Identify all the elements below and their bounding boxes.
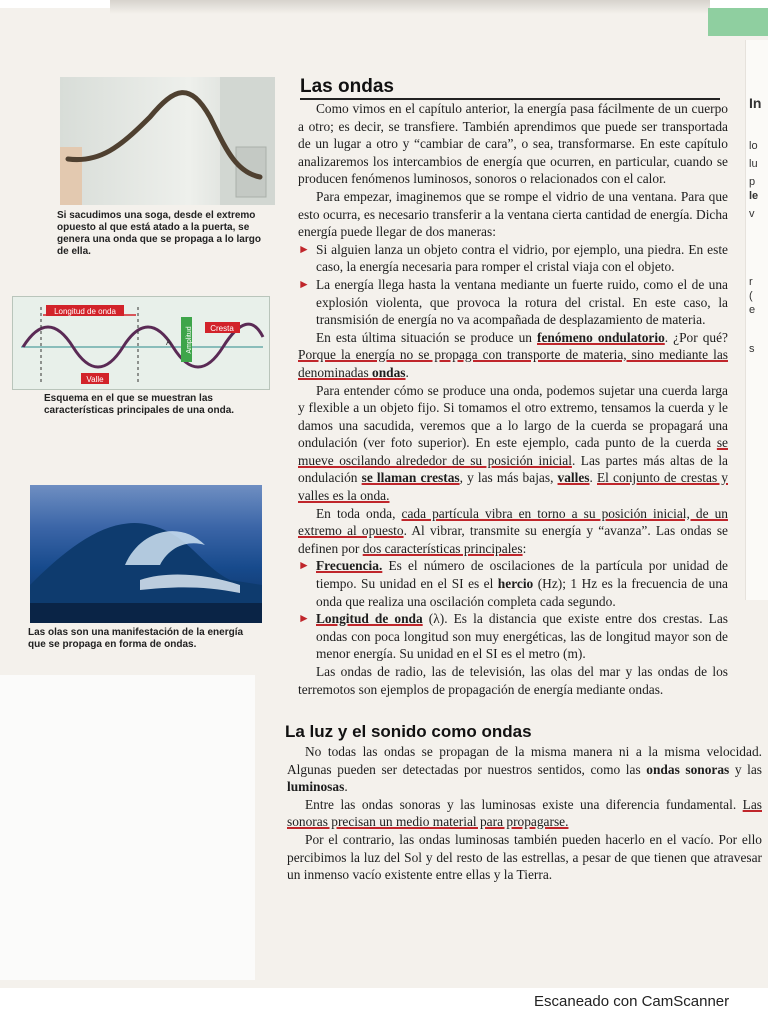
paragraph: Por el contrario, las ondas luminosas también pueden hacerlo en el vacío. Por ello percibimos la luz del Sol y del resto de las estrellas, a pesar de que tienen que atravesar un inmenso vacío existente entre ellas y la Tierra.: [287, 831, 762, 883]
strip-fragment: (: [749, 290, 753, 302]
underlined-text: El conjunto de crestas y valles es la onda.: [298, 470, 728, 504]
scanner-watermark: Escaneado con CamScanner: [534, 993, 730, 1010]
bullet-item: [298, 241, 728, 276]
strip-fragment: le: [749, 190, 759, 202]
amplitude-label: Amplitud: [186, 326, 193, 354]
text-run: (Hz); 1 Hz es la frecuencia de una onda que realiza una oscilación completa cada segundo.: [316, 576, 728, 609]
paragraph: [298, 505, 728, 558]
page-shadow: [110, 0, 710, 14]
paragraph: Las ondas de radio, las de televisión, las olas del mar y las ondas de los terremotos son ejemplos de propagación de energía mediante ondas.: [298, 664, 728, 697]
section-title-luz-sonido: La luz y el sonido como ondas: [285, 722, 532, 741]
paragraph: Para empezar, imaginemos que se rompe el vidrio de una ventana. Para que esto ocurra, es necesario transferir a la ventana cierta cantidad de energía. Dicha energía puede llegar de dos maneras:: [298, 188, 728, 240]
term-longitud-de-onda: Longitud de onda: [316, 611, 423, 627]
bullet-item: [298, 557, 728, 610]
term-ondas-sonoras: ondas sonoras: [646, 761, 730, 777]
diagram-caption: Esquema en el que se muestran las características principales de una onda.: [44, 393, 235, 416]
term-ondas: ondas: [372, 364, 406, 380]
wave-caption: Las olas son una manifestación de la energía que se propaga en forma de ondas.: [28, 627, 244, 650]
bullet-item: [298, 276, 728, 329]
underlined-text: dos características principales: [362, 540, 523, 556]
strip-fragment: In: [749, 95, 762, 111]
text-run: No todas las ondas se propagan de la misma manera ni a la misma velocidad. Algunas pueden ser detectadas por nuestros sentidos, como las: [287, 744, 762, 777]
strip-fragment: s: [749, 343, 755, 355]
term-luminosas: luminosas: [287, 779, 345, 795]
paragraph: [287, 743, 762, 796]
bullet-text: Si alguien lanza un objeto contra el vidrio, por ejemplo, una piedra. En este caso, la energía necesaria para romper el cristal viaja con el objeto.: [316, 241, 728, 275]
underlined-text: se mueve oscilando alrededor de su posición inicial: [298, 435, 728, 468]
strip-fragment: r: [749, 276, 753, 288]
strip-fragment: lo: [749, 140, 758, 152]
bullet-arrow-icon: ►: [298, 611, 310, 626]
paragraph: [298, 329, 728, 382]
paragraph: [287, 796, 762, 831]
text-run: .: [589, 470, 597, 486]
text-run: En toda onda,: [316, 505, 402, 521]
term-hercio: hercio: [497, 576, 534, 592]
next-page-strip: [745, 40, 768, 600]
text-run: (λ). Es la distancia que existe entre dos crestas. Las ondas con poca longitud son muy energéticas, las de longitud mayor son de menor energía. Su unidad en el SI es el metro (m).: [316, 611, 729, 662]
section-title-ondas: Las ondas: [300, 76, 394, 97]
term-crestas: se llaman crestas: [361, 470, 460, 486]
section-body-ondas: [298, 100, 728, 698]
paragraph: Como vimos en el capítulo anterior, la energía pasa fácilmente de un cuerpo a otro; es decir, se transfiere. También aprendimos que puede ser transportada de un lugar a otro y “cambiar de cara”, o sea, transformarse. En este capítulo analizaremos los intercambios de energía que ocurren, en particular, cuando se producen fenómenos luminosos, sonoros o relacionados con el calor.: [298, 101, 728, 187]
text-run: :: [522, 540, 527, 556]
bullet-arrow-icon: ►: [298, 558, 310, 573]
bullet-item: [298, 610, 728, 663]
section-body-luz-sonido: [287, 743, 762, 884]
green-page-corner: [708, 8, 768, 36]
ocean-wave-photo: [30, 485, 262, 623]
bullet-arrow-icon: ►: [298, 241, 310, 256]
bullet-text: La energía llega hasta la ventana mediante un fuerte ruido, como el de una explosión violenta, que provoca la rotura del cristal. En este caso, la transmisión de energía no va acompañada de desplazamiento de materia.: [316, 276, 728, 328]
text-run: . ¿Por qué?: [664, 329, 728, 345]
text-run: y las: [729, 761, 763, 777]
amplitude-letter: A: [166, 338, 172, 347]
bullet-arrow-icon: ►: [298, 276, 310, 291]
crest-label: Cresta: [210, 324, 234, 333]
rope-caption: Si sacudimos una soga, desde el extremo opuesto al que está atado a la puerta, se genera una onda que se propaga a lo largo de ella.: [57, 210, 261, 257]
wave-diagram: [12, 296, 270, 390]
text-run: Es el número de oscilaciones de la partícula por unidad de tiempo. Su unidad en el SI es el: [316, 558, 728, 592]
text-run: .: [344, 779, 348, 795]
text-run: . Las partes más altas de la ondulación: [298, 452, 728, 486]
strip-fragment: lu: [749, 158, 758, 170]
text-run: Entre las ondas sonoras y las luminosas existe una diferencia fundamental.: [305, 796, 743, 812]
trough-label: Valle: [86, 375, 104, 384]
rope-photo: [60, 77, 275, 205]
underlined-text: cada partícula vibra en torno a su posición inicial, de un extremo al opuesto: [298, 505, 728, 539]
underlined-text: Las sonoras precisan un medio material para propagarse.: [287, 796, 762, 830]
term-valles: valles: [557, 470, 590, 486]
text-run: .: [405, 364, 409, 380]
blank-area: [0, 675, 255, 980]
underlined-text: Porque la energía no se propaga con transporte de materia, sino mediante las denominadas: [298, 347, 728, 380]
term-fenomeno-ondulatorio: fenómeno ondulatorio: [537, 329, 665, 345]
text-run: En esta última situación se produce un: [316, 329, 538, 345]
text-run: Para entender cómo se produce una onda, podemos sujetar una cuerda larga y flexible a un objeto fijo. Si tomamos el otro extremo, tensamos la cuerda y le damos una sacudida, veremos que a lo largo de la cuerda se propagará una ondulación (ver foto superior). En este ejemplo, cada punto de la cuerda: [298, 382, 728, 451]
text-run: . Al vibrar, transmite su energía y “avanza”. Las ondas se definen por: [298, 523, 728, 556]
strip-fragment: e: [749, 304, 756, 316]
term-frecuencia: Frecuencia.: [316, 558, 383, 574]
strip-fragment: v: [749, 208, 755, 220]
paragraph: [298, 382, 728, 505]
strip-fragment: p: [749, 176, 756, 188]
text-run: , y las más bajas,: [459, 470, 558, 486]
wavelength-label: Longitud de onda: [54, 307, 116, 316]
